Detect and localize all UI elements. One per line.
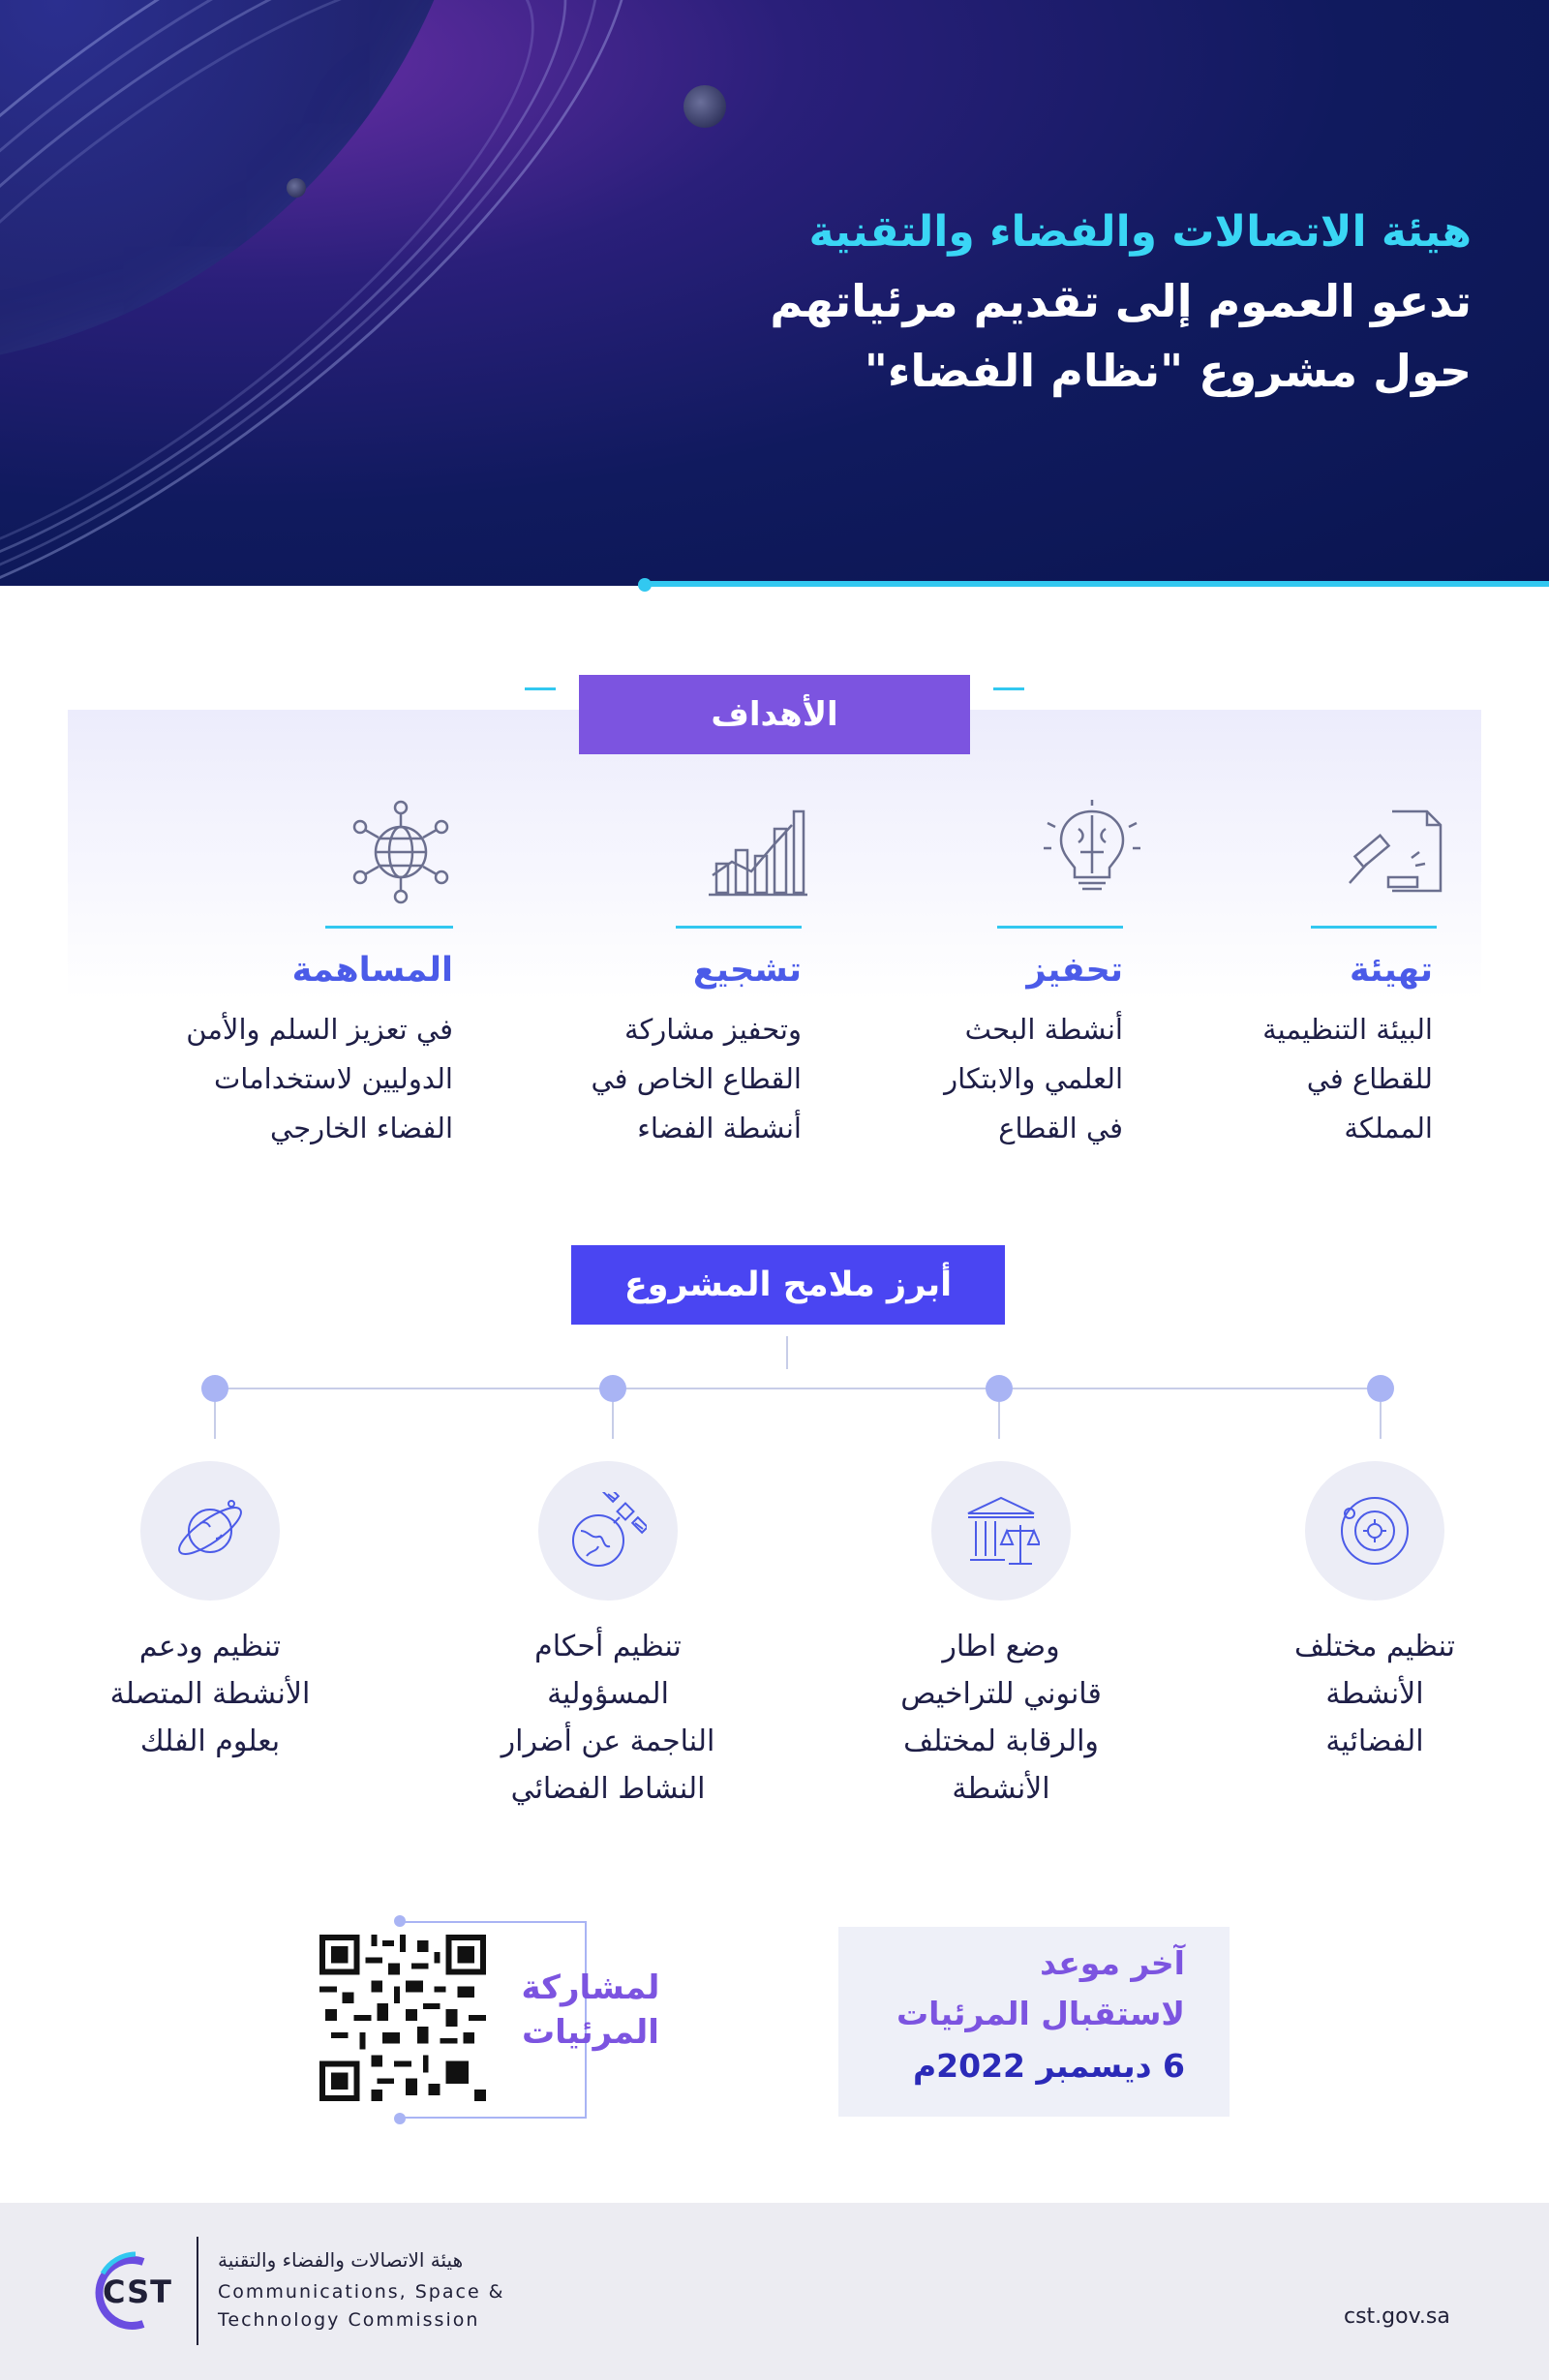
- feature-line: الأنشطة: [1325, 1677, 1424, 1711]
- goal-underline: [676, 926, 802, 929]
- lightbulb-brain-icon: [1034, 794, 1150, 910]
- deadline-subheading: لاستقبال المرئيات: [896, 1995, 1185, 2032]
- title-dash-right: [993, 687, 1024, 690]
- feature-icon-circle: [140, 1461, 280, 1601]
- goal-item: [579, 794, 802, 1162]
- goal-line: القطاع الخاص في: [591, 1062, 802, 1095]
- feature-line: الفضائية: [1325, 1724, 1424, 1758]
- timeline-dot: [1367, 1375, 1394, 1402]
- feature-line: الأنشطة: [952, 1772, 1050, 1806]
- timeline-dot: [599, 1375, 626, 1402]
- deadline-heading: آخر موعد: [1040, 1944, 1185, 1982]
- goal-line: في القطاع: [998, 1112, 1123, 1144]
- goal-item: [114, 794, 453, 1162]
- goal-line: في تعزيز السلم والأمن: [186, 1013, 453, 1046]
- feature-line: النشاط الفضائي: [510, 1772, 706, 1806]
- qr-frame-dot: [394, 1915, 406, 1927]
- globe-network-icon: [343, 794, 459, 910]
- gavel-document-icon: [1334, 794, 1450, 910]
- goal-line: للقطاع في: [1306, 1062, 1433, 1095]
- feature-icon-circle: [931, 1461, 1071, 1601]
- title-dash-left: [525, 687, 556, 690]
- orbit-icon: [1336, 1492, 1413, 1570]
- feature-line: تنظيم ودعم: [138, 1630, 282, 1663]
- deadline-box: [838, 1927, 1230, 2117]
- feature-line: تنظيم أحكام: [534, 1630, 682, 1663]
- feature-line: المسؤولية: [547, 1677, 669, 1711]
- goal-description: [592, 1005, 802, 1153]
- timeline-drop: [214, 1402, 216, 1439]
- goal-title: تحفيز: [1026, 951, 1123, 990]
- hero-banner: [0, 0, 1549, 586]
- hero-project-line: حول مشروع "نظام الفضاء": [864, 345, 1472, 397]
- timeline-drop: [612, 1402, 614, 1439]
- feature-line: الأنشطة المتصلة: [109, 1677, 311, 1711]
- deadline-date: 6 ديسمبر 2022م: [912, 2047, 1185, 2085]
- feature-text: [856, 1623, 1146, 1813]
- timeline-drop: [1380, 1402, 1382, 1439]
- goal-line: المملكة: [1344, 1112, 1433, 1144]
- goal-underline: [997, 926, 1123, 929]
- feature-icon-circle: [538, 1461, 678, 1601]
- goal-title: المساهمة: [291, 951, 453, 990]
- feature-text: [65, 1623, 355, 1765]
- participation-label: [503, 1966, 678, 2055]
- timeline-dot: [201, 1375, 228, 1402]
- features-connector-stem: [786, 1336, 788, 1369]
- goal-line: أنشطة الفضاء: [637, 1112, 802, 1144]
- org-name-arabic: هيئة الاتصالات والفضاء والتقنية: [218, 2248, 464, 2272]
- feature-line: بعلوم الفلك: [139, 1724, 281, 1758]
- feature-text: [1230, 1623, 1520, 1765]
- goal-description: [944, 1005, 1123, 1153]
- timeline-dot: [986, 1375, 1013, 1402]
- goal-item: [1210, 794, 1433, 1162]
- planet-icon: [171, 1492, 249, 1570]
- website-link[interactable]: cst.gov.sa: [1344, 2304, 1450, 2329]
- features-connector-line: [213, 1388, 1382, 1389]
- goal-line: أنشطة البحث: [964, 1013, 1123, 1046]
- hero-accent-bar: [641, 581, 1549, 587]
- footer-divider: [197, 2237, 198, 2345]
- goal-underline: [325, 926, 453, 929]
- goal-line: العلمي والابتكار: [944, 1062, 1123, 1095]
- goals-title: الأهداف: [579, 675, 970, 754]
- participation-label-line: لمشاركة: [521, 1968, 660, 2007]
- satellite-earth-icon: [569, 1492, 647, 1570]
- goal-line: البيئة التنظيمية: [1262, 1013, 1433, 1046]
- feature-line: وضع اطار: [942, 1630, 1060, 1663]
- features-title: أبرز ملامح المشروع: [571, 1245, 1005, 1325]
- feature-line: والرقابة لمختلف: [903, 1724, 1099, 1758]
- goal-line: الفضاء الخارجي: [270, 1112, 453, 1144]
- hero-heading: [600, 198, 1472, 406]
- logo-wordmark: CST: [103, 2273, 172, 2310]
- goal-title: تهيئة: [1349, 951, 1433, 990]
- goal-underline: [1311, 926, 1437, 929]
- qr-code-icon[interactable]: [319, 1935, 486, 2101]
- goal-description: [186, 1005, 453, 1153]
- timeline-drop: [998, 1402, 1000, 1439]
- feature-line: قانوني للتراخيص: [900, 1677, 1102, 1711]
- goal-description: [1262, 1005, 1433, 1153]
- qr-frame-dot: [394, 2113, 406, 2124]
- feature-icon-circle: [1305, 1461, 1444, 1601]
- moon-small: [683, 85, 726, 128]
- moon-tiny: [287, 178, 306, 198]
- goal-title: تشجيع: [692, 951, 802, 990]
- feature-text: [463, 1623, 753, 1813]
- hero-accent-dot: [638, 578, 652, 592]
- org-name-english: Technology Commission: [218, 2309, 480, 2331]
- participation-label-line: المرئيات: [522, 2013, 659, 2052]
- court-justice-icon: [962, 1492, 1040, 1570]
- feature-line: تنظيم مختلف: [1293, 1630, 1456, 1663]
- goal-line: الدوليين لاستخدامات: [213, 1062, 453, 1095]
- goal-line: وتحفيز مشاركة: [623, 1013, 802, 1046]
- goal-item: [900, 794, 1123, 1162]
- hero-org-name: هيئة الاتصالات والفضاء والتقنية: [808, 207, 1472, 257]
- feature-line: الناجمة عن أضرار: [501, 1724, 715, 1758]
- hero-invite-line: تدعو العموم إلى تقديم مرئياتهم: [770, 275, 1472, 327]
- org-name-english: Communications, Space &: [218, 2281, 505, 2303]
- growth-chart-icon: [697, 794, 813, 910]
